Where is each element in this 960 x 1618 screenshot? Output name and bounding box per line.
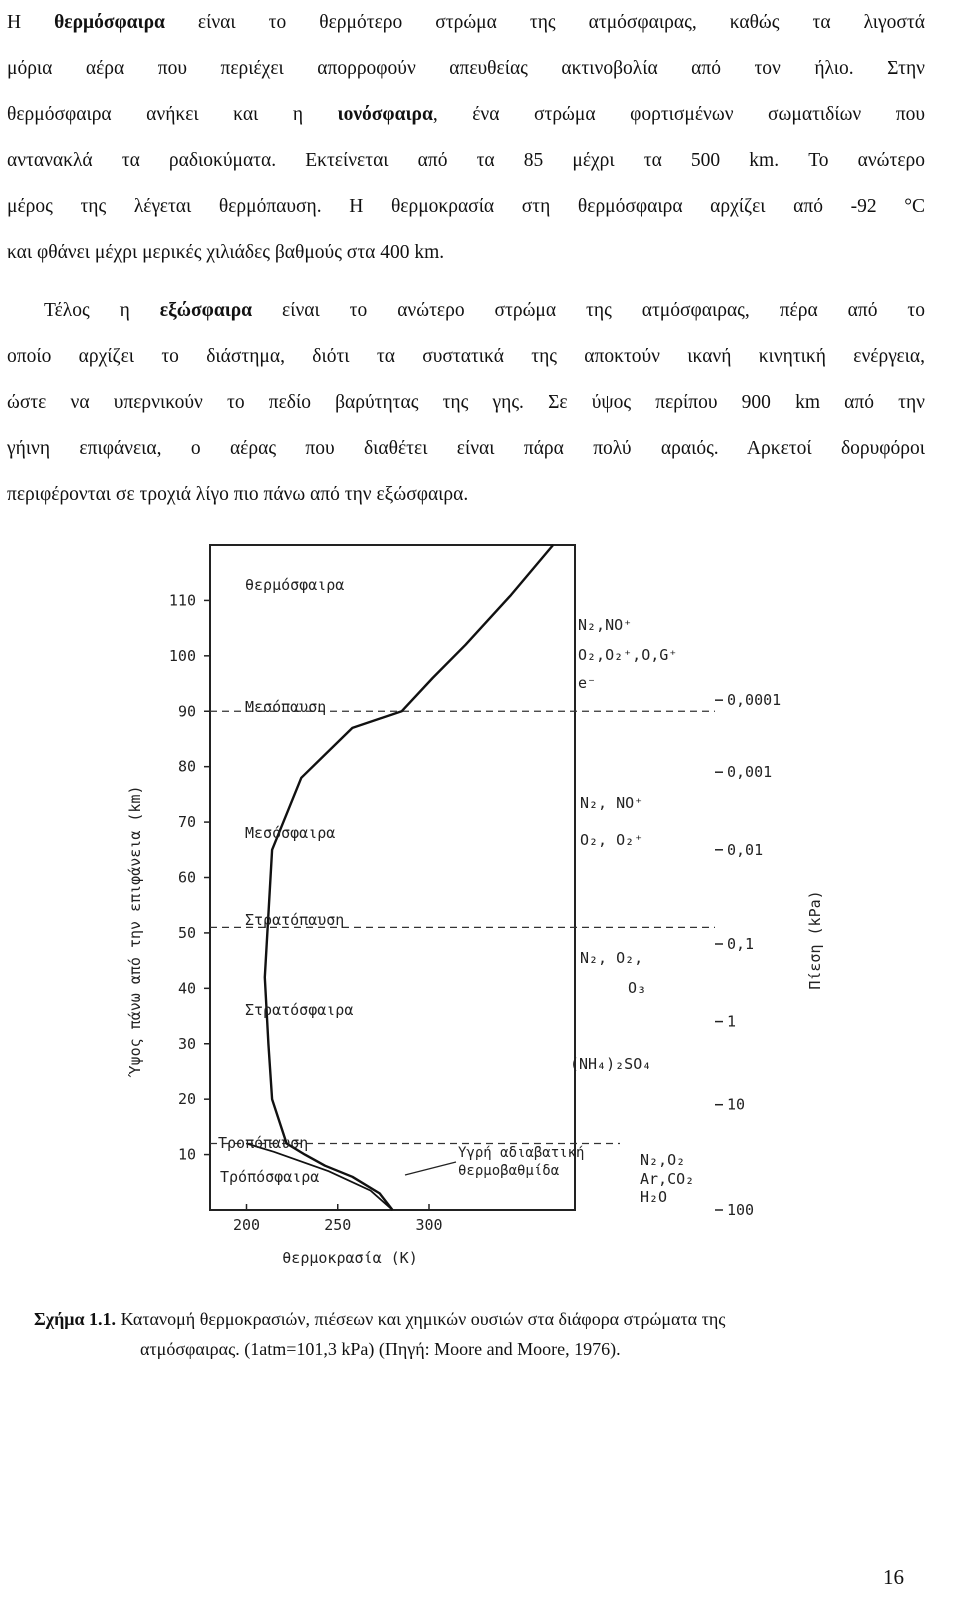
paragraph-exosphere: [7, 288, 925, 518]
text-line: μόρια αέρα που περιέχει απορροφούν απευθείας ακτινοβολία από τον ήλιο. Στην: [7, 58, 925, 79]
chem-strato-line1: N₂, O₂,: [580, 949, 644, 967]
x-tick-label: 250: [324, 1216, 352, 1234]
text-line: αντανακλά τα ραδιοκύματα. Εκτείνεται από τα 85 μέχρι τα 500 km. Το ανώτερο: [7, 150, 925, 171]
chem-thermo-line1: N₂,NO⁺: [578, 616, 633, 634]
x-tick-label: 300: [415, 1216, 443, 1234]
y-tick-label: 100: [168, 646, 196, 665]
y-tick-label: 110: [168, 591, 196, 610]
chem-meso-line1: N₂, NO⁺: [580, 794, 644, 812]
pressure-tick-label: 0,01: [727, 840, 764, 859]
temperature-profile-line: [265, 545, 553, 1210]
text-line: μέρος της λέγεται θερμόπαυση. Η θερμοκρασία στη θερμόσφαιρα αρχίζει από -92 °C: [7, 196, 925, 217]
text-line: θερμόσφαιρα ανήκει και η ιονόσφαιρα, ένα στρώμα φορτισμένων σωματιδίων που: [7, 104, 926, 125]
caption-line1: Κατανομή θερμοκρασιών, πιέσεων και χημικών ουσιών στα διάφορα στρώματα της: [116, 1309, 726, 1329]
plot-frame: [210, 545, 575, 1210]
text-line: Η θερμόσφαιρα είναι το θερμότερο στρώμα της ατμόσφαιρας, καθώς τα λιγοστά: [7, 12, 925, 33]
chem-thermo-line3: e⁻: [578, 674, 597, 692]
chem-tropo-line2: Ar,CO₂: [640, 1170, 695, 1188]
y-tick-label: 60: [177, 868, 196, 887]
x-axis-label: θερμοκρασία (K): [282, 1249, 418, 1267]
pressure-tick-label: 1: [727, 1012, 737, 1031]
chem-tropo-line3: H₂O: [640, 1188, 668, 1206]
pressure-tick-label: 100: [727, 1201, 755, 1219]
figure-caption: [34, 1304, 934, 1364]
y-axis-label: Ύψος πάνω από την επιφάνεια (km): [126, 785, 144, 1075]
text-line: και φθάνει μέχρι μερικές χιλιάδες βαθμούς στα 400 km.: [7, 242, 445, 263]
layer-label-stratosphere: Στρατόσφαιρα: [245, 1001, 354, 1019]
boundary-label-mesopause: Μεσόπαυση: [245, 698, 327, 716]
y-tick-label: 90: [177, 702, 196, 721]
layer-label-mesosphere: Μεσόσφαιρα: [245, 824, 336, 842]
pressure-tick-label: 10: [727, 1095, 746, 1114]
x-tick-label: 200: [232, 1216, 261, 1234]
pressure-tick-label: 0,1: [727, 935, 755, 953]
text-line: ώστε να υπερνικούν το πεδίο βαρύτητας της γης. Σε ύψος περίπου 900 km από την: [7, 392, 925, 413]
paragraph-thermosphere: [7, 0, 925, 276]
y-tick-label: 30: [177, 1034, 196, 1053]
y-tick-label: 10: [177, 1145, 196, 1164]
wet-lapse-pointer: [405, 1162, 456, 1175]
pressure-tick-label: 0,001: [727, 763, 773, 782]
y-tick-label: 80: [177, 757, 196, 776]
temperature-altitude-chart: [60, 520, 850, 1280]
y-tick-label: 40: [177, 979, 196, 998]
pressure-tick-label: 0,0001: [727, 691, 782, 710]
chem-thermo-line2: O₂,O₂⁺,O,G⁺: [578, 646, 678, 664]
atmosphere-layers-figure: [60, 520, 850, 1280]
text-line: Τέλος η εξώσφαιρα είναι το ανώτερο στρώμα της ατμόσφαιρας, πέρα από το: [44, 300, 925, 321]
y-tick-label: 70: [177, 813, 196, 832]
text-line: γήινη επιφάνεια, ο αέρας που διαθέτει είναι πάρα πολύ αραιός. Αρκετοί δορυφόροι: [7, 438, 925, 459]
y-tick-label: 20: [177, 1090, 196, 1109]
chem-tropo-line1: N₂,O₂: [640, 1151, 686, 1169]
text-line: οποίο αρχίζει το διάστημα, διότι τα συστατικά της αποκτούν ικανή κινητική ενέργεια,: [7, 346, 925, 367]
boundary-label-stratopause: Στρατόπαυση: [245, 911, 345, 929]
boundary-label-tropopause: Τροπόπαυση: [218, 1134, 309, 1152]
layer-label-troposphere: Τρόπόσφαιρα: [220, 1168, 320, 1186]
text-line: περιφέρονται σε τροχιά λίγο πιο πάνω από την εξώσφαιρα.: [7, 484, 469, 505]
chem-strato-line2: O₃: [628, 979, 647, 997]
chem-meso-line2: O₂, O₂⁺: [580, 831, 644, 849]
caption-line2: ατμόσφαιρας. (1atm=101,3 kPa) (Πηγή: Moore and Moore, 1976).: [140, 1339, 621, 1359]
caption-label: Σχήμα 1.1.: [34, 1309, 117, 1329]
pressure-axis-label: Πίεση (kPa): [806, 890, 824, 990]
chem-strato-line3: (NH₄)₂SO₄: [570, 1055, 652, 1073]
wet-lapse-label-line1: Υγρή αδιαβατική: [458, 1145, 585, 1161]
wet-lapse-label-line2: θερμοβαθμίδα: [458, 1163, 560, 1179]
layer-label-thermosphere: θερμόσφαιρα: [245, 576, 345, 594]
y-tick-label: 50: [177, 923, 196, 942]
page-number: 16: [883, 1565, 904, 1589]
